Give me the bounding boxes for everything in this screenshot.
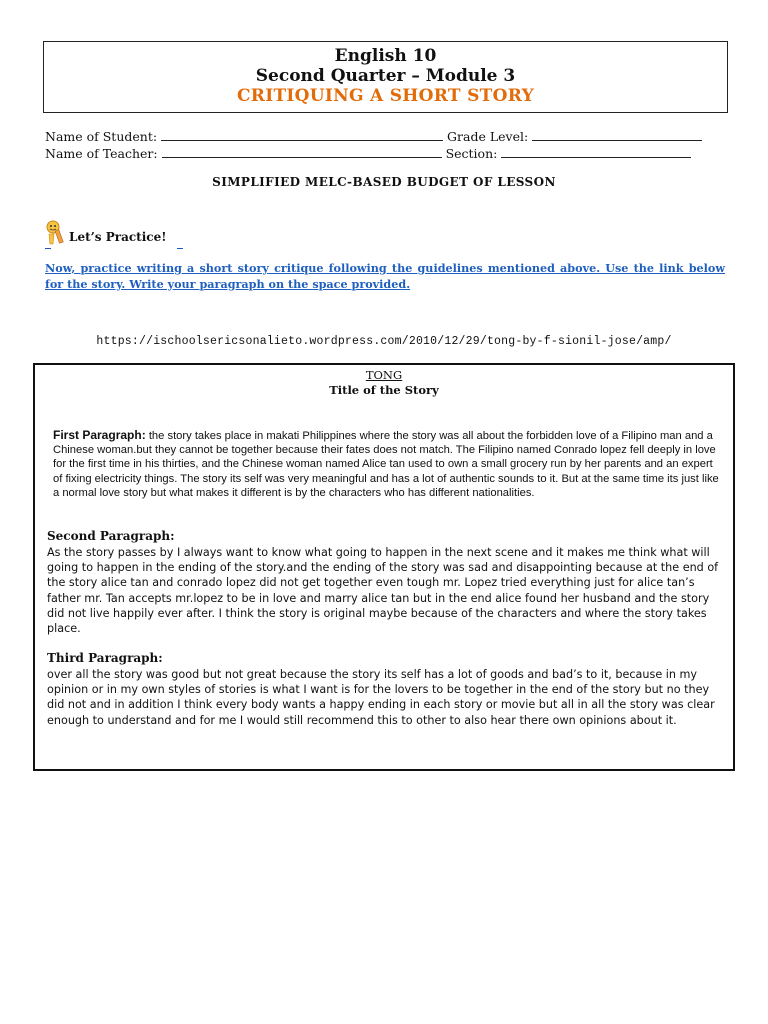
student-row bbox=[45, 128, 702, 145]
topic-title: CRITIQUING A SHORT STORY bbox=[236, 86, 535, 106]
practice-label: Let’s Practice! bbox=[69, 230, 167, 244]
first-paragraph-text: the story takes place in makati Philippines where the story was all about the forbidden love of a Filipino man and a Chinese woman.but they cannot be together because their fates does not match. The Filipino named Conrado lopez fell deeply in love for the first time in his thirties, and the Chinese woman named Alice tan used to own a small grocery run by her parents and an expert of fixing electricity things. The story its self was very meaningful and has a lot of authentic sounds to it. But at the same time its just like a normal love story but what makes it different is by the characters who has different nationalities. bbox=[53, 430, 719, 499]
teacher-name-field[interactable] bbox=[162, 145, 442, 158]
teacher-row bbox=[45, 145, 691, 162]
budget-heading: SIMPLIFIED MELC-BASED BUDGET OF LESSON bbox=[212, 175, 556, 189]
pencil-icon bbox=[45, 218, 67, 246]
student-name-field[interactable] bbox=[161, 128, 443, 141]
first-paragraph bbox=[53, 428, 725, 500]
grade-level-field[interactable] bbox=[532, 128, 702, 141]
critique-answer-box bbox=[33, 363, 735, 771]
student-label: Name of Student: bbox=[45, 129, 158, 144]
section-label: Section: bbox=[445, 146, 498, 161]
story-title: TONG bbox=[365, 368, 403, 382]
practice-instructions[interactable]: Now, practice writing a short story critique following the guidelines mentioned above. Use the link below for the story. Write your paragraph on the space provided. bbox=[45, 261, 725, 291]
module-header bbox=[43, 41, 728, 113]
module-title: Second Quarter – Module 3 bbox=[255, 66, 516, 86]
story-title-caption: Title of the Story bbox=[329, 383, 439, 397]
third-paragraph-label: Third Paragraph: bbox=[47, 651, 163, 665]
course-title: English 10 bbox=[334, 46, 437, 66]
story-link[interactable]: https://ischoolsericsonalieto.wordpress.com/2010/12/29/tong-by-f-sionil-jose/amp/ bbox=[96, 335, 672, 348]
teacher-label: Name of Teacher: bbox=[45, 146, 158, 161]
section-field[interactable] bbox=[501, 145, 691, 158]
practice-underline bbox=[45, 248, 51, 249]
second-paragraph-text: As the story passes by I always want to know what going to happen in the next scene and it makes me think what will going to happen in the ending of the story.and the ending of the story was sad and disappointing because at the end of the story alice tan and conrado lopez did not get together even tough mr. Lopez tried everything just for alice tan’s father mr. Tan accepts mr.lopez to be in love and marry alice tan but in the end alice found her husband and the story did not live happily ever after. I think the story is original maybe because of the characters and where the story takes place. bbox=[47, 546, 719, 636]
third-paragraph-text: over all the story was good but not great because the story its self has a lot of goods and bad’s to it, because in my opinion or in my own styles of stories is what I want is for the lovers to be together in the end of the story but no they did not and in addition I think every body wants a happy ending in each story or movie but all in all the story was clear enough to understand and for me I would still recommend this to other to also hear there own opinions about it. bbox=[47, 668, 715, 727]
practice-underline-end bbox=[177, 248, 183, 249]
grade-label: Grade Level: bbox=[447, 129, 529, 144]
second-paragraph-label: Second Paragraph: bbox=[47, 529, 175, 543]
first-paragraph-label: First Paragraph: bbox=[53, 428, 146, 442]
